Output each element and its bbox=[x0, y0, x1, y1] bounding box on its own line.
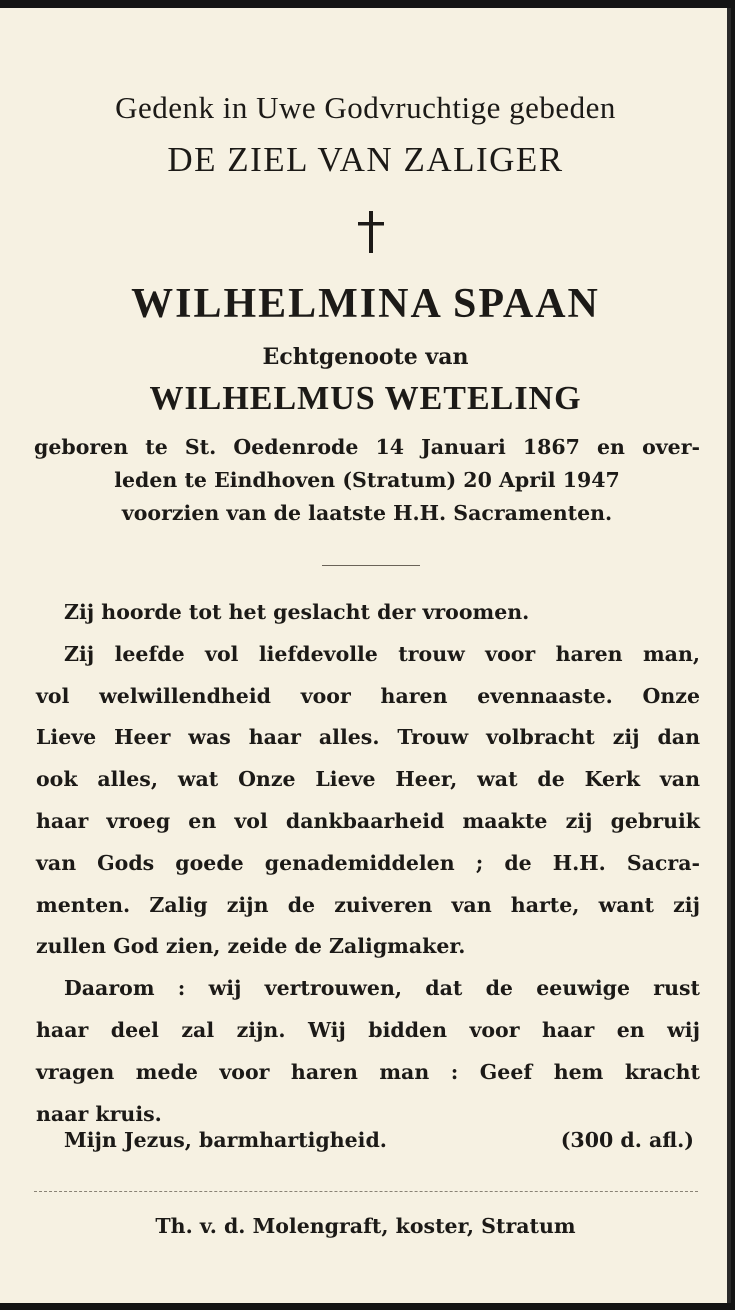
bio-block bbox=[34, 431, 700, 530]
spouse-name: WILHELMUS WETELING bbox=[149, 380, 582, 417]
text-line: Lieve Heer was haar alles. Trouw volbracht zij dan bbox=[36, 725, 700, 750]
header-line-2: DE ZIEL VAN ZALIGER bbox=[167, 140, 564, 179]
text-line: vragen mede voor haren man : Geef hem kracht bbox=[36, 1059, 700, 1084]
bio-line: geboren te St. Oedenrode 14 Januari 1867 en over- bbox=[34, 435, 700, 459]
text-line: menten. Zalig zijn de zuiveren van harte, want zij bbox=[36, 892, 700, 917]
memorial-card bbox=[0, 8, 731, 1303]
text-line: vol welwillendheid voor haren evennaaste. Onze bbox=[36, 683, 700, 708]
divider bbox=[322, 565, 420, 566]
indulgence-note: (300 d. afl.) bbox=[560, 1128, 694, 1152]
latin-cross-icon bbox=[356, 211, 386, 253]
bio-line: leden te Eindhoven (Stratum) 20 April 1947 bbox=[114, 468, 620, 492]
text-line: haar vroeg en vol dankbaarheid maakte zij gebruik bbox=[36, 808, 700, 833]
deceased-name: WILHELMINA SPAAN bbox=[131, 281, 600, 327]
text-line: van Gods goede genademiddelen ; de H.H. Sacra- bbox=[36, 850, 700, 875]
text-line: Zij hoorde tot het geslacht der vroomen. bbox=[64, 600, 530, 624]
printer-credit: Th. v. d. Molengraft, koster, Stratum bbox=[155, 1214, 576, 1238]
tribute-text bbox=[36, 592, 700, 1135]
text-line: naar kruis. bbox=[36, 1101, 162, 1126]
text-line: Daarom : wij vertrouwen, dat de eeuwige rust bbox=[64, 976, 700, 1001]
header-line-1: Gedenk in Uwe Godvruchtige gebeden bbox=[115, 90, 616, 125]
text-line: Zij leefde vol liefdevolle trouw voor haren man, bbox=[64, 641, 700, 666]
text-line: zullen God zien, zeide de Zaligmaker. bbox=[36, 934, 466, 959]
text-line: haar deel zal zijn. Wij bidden voor haar en wij bbox=[36, 1017, 700, 1042]
bio-line: voorzien van de laatste H.H. Sacramenten. bbox=[121, 501, 613, 525]
relation-label: Echtgenoote van bbox=[262, 344, 469, 370]
footer-divider bbox=[34, 1191, 698, 1192]
prayer-line: Mijn Jezus, barmhartigheid. bbox=[64, 1128, 387, 1152]
text-line: ook alles, wat Onze Lieve Heer, wat de Kerk van bbox=[36, 767, 700, 792]
